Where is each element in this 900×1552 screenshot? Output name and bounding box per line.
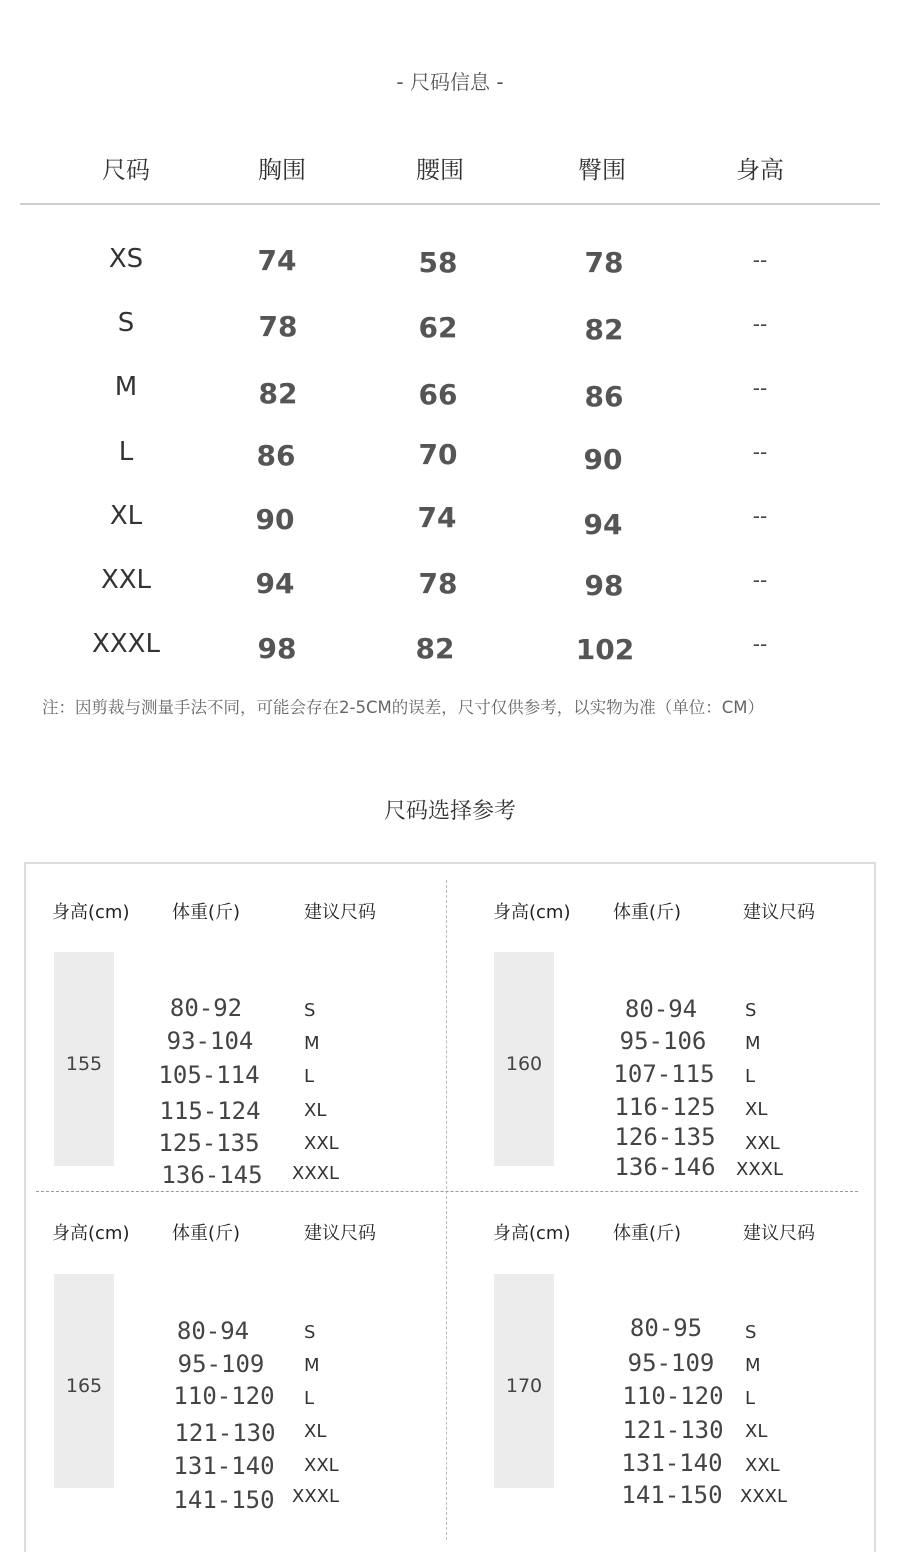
weight-range: 131-140 [621,1449,723,1477]
header-chest: 胸围 [258,156,306,184]
weight-range: 107-115 [613,1060,715,1088]
table-cell: 86 [256,439,296,472]
table-cell: 94 [255,567,295,600]
suggest-size: XL [304,1100,327,1121]
weight-range: 80-95 [629,1314,703,1342]
size-ref-frame [24,862,876,1552]
weight-range: 121-130 [622,1416,724,1444]
vertical-divider [446,880,447,1540]
table-cell: 70 [418,438,458,471]
col-header-weight: 体重(斤) [613,1223,682,1244]
suggest-size: XL [304,1421,327,1442]
weight-range: 80-92 [169,994,243,1022]
table-cell: XS [108,244,144,274]
suggest-size: XXXL [740,1486,788,1507]
height-value: 155 [65,1053,103,1075]
weight-range: 131-140 [173,1452,275,1480]
weight-range: 115-124 [159,1097,261,1125]
suggest-size: XXXL [292,1163,340,1184]
table-cell: -- [752,312,768,336]
weight-range: 93-104 [166,1027,254,1055]
suggest-size: XXL [745,1455,780,1476]
table-cell: 90 [583,443,623,476]
table-cell: 82 [258,377,298,410]
col-header-suggest: 建议尺码 [743,1223,815,1244]
table-cell: 86 [584,380,624,413]
weight-range: 80-94 [176,1317,250,1345]
weight-range: 80-94 [624,995,698,1023]
height-value: 165 [65,1375,103,1397]
table-cell: 98 [257,632,297,665]
col-header-height: 身高(cm) [52,902,130,923]
weight-range: 105-114 [158,1061,260,1089]
table-cell: 78 [258,310,298,343]
table-cell: 66 [418,378,458,411]
weight-range: 95-106 [619,1027,707,1055]
suggest-size: S [304,1322,316,1343]
height-value: 170 [505,1375,543,1397]
table-cell: XXXL [92,629,160,659]
suggest-size: XXL [745,1133,780,1154]
col-header-suggest: 建议尺码 [304,902,376,923]
weight-range: 125-135 [158,1129,260,1157]
table-cell: -- [752,568,768,592]
table-cell: 82 [584,313,624,346]
table-cell: XL [109,501,143,531]
table-cell: 90 [255,503,295,536]
col-header-height: 身高(cm) [52,1223,130,1244]
header-divider [20,203,880,205]
suggest-size: M [745,1033,761,1054]
weight-range: 141-150 [173,1486,275,1514]
suggest-size: M [745,1355,761,1376]
weight-range: 141-150 [621,1481,723,1509]
weight-range: 136-145 [161,1161,263,1189]
suggest-size: S [745,1322,757,1343]
table-cell: -- [752,504,768,528]
col-header-suggest: 建议尺码 [304,1223,376,1244]
table-cell: -- [752,248,768,272]
weight-range: 110-120 [622,1382,724,1410]
table-cell: 58 [418,246,458,279]
table-cell: 74 [257,244,297,277]
table-cell: -- [752,632,768,656]
weight-range: 110-120 [173,1382,275,1410]
suggest-size: L [745,1066,756,1087]
col-header-weight: 体重(斤) [172,1223,241,1244]
measurement-note: 注：因剪裁与测量手法不同，可能会存在2-5CM的误差，尺寸仅供参考，以实物为准（单位：CM） [42,698,764,717]
col-header-weight: 体重(斤) [172,902,241,923]
horizontal-divider [36,1191,858,1192]
col-header-weight: 体重(斤) [613,902,682,923]
header-waist: 腰围 [416,156,464,184]
size-info-title: - 尺码信息 - [396,70,504,94]
table-cell: L [118,437,134,467]
table-cell: -- [752,440,768,464]
suggest-size: L [304,1066,315,1087]
weight-range: 136-146 [614,1153,716,1181]
header-size: 尺码 [102,156,150,184]
suggest-size: S [745,1000,757,1021]
height-value: 160 [505,1053,543,1075]
suggest-size: XXL [304,1133,339,1154]
suggest-size: M [304,1355,320,1376]
table-cell: 94 [583,508,623,541]
col-header-height: 身高(cm) [493,1223,571,1244]
suggest-size: XXXL [292,1486,340,1507]
table-cell: 74 [417,501,457,534]
weight-range: 126-135 [614,1123,716,1151]
header-height: 身高 [736,156,784,184]
weight-range: 95-109 [177,1350,265,1378]
suggest-size: L [745,1388,756,1409]
table-cell: 82 [415,632,455,665]
weight-range: 121-130 [174,1419,276,1447]
suggest-size: L [304,1388,315,1409]
table-cell: 78 [418,567,458,600]
suggest-size: XXXL [736,1159,784,1180]
suggest-size: XXL [304,1455,339,1476]
suggest-size: S [304,1000,316,1021]
table-cell: 102 [575,633,635,666]
table-cell: 62 [418,311,458,344]
weight-range: 116-125 [614,1093,716,1121]
table-cell: XXL [100,565,152,595]
weight-range: 95-109 [627,1349,715,1377]
header-hip: 臀围 [578,156,626,184]
size-ref-title: 尺码选择参考 [383,799,516,824]
col-header-height: 身高(cm) [493,902,571,923]
table-cell: M [114,372,138,402]
table-cell: 78 [584,246,624,279]
suggest-size: XL [745,1099,768,1120]
table-cell: -- [752,376,768,400]
suggest-size: M [304,1033,320,1054]
col-header-suggest: 建议尺码 [743,902,815,923]
table-cell: 98 [584,569,624,602]
suggest-size: XL [745,1421,768,1442]
table-cell: S [117,308,135,338]
